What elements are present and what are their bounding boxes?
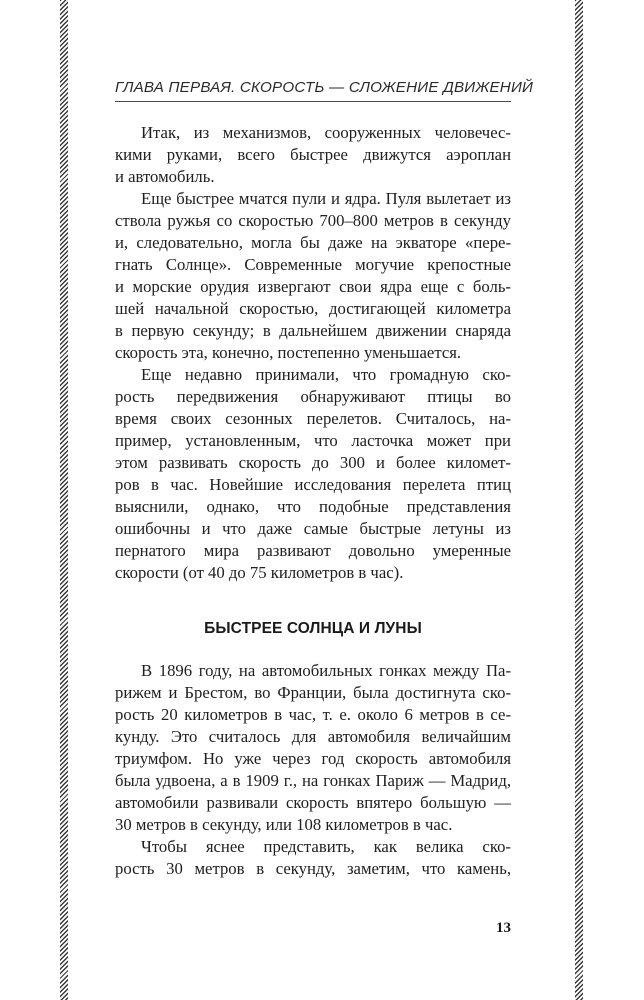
text-line: скорости (от 40 до 75 километров в час). (115, 563, 404, 582)
text-line: ствола ружья со скоростью 700–800 метров в секунду (115, 211, 511, 230)
text-line: Итак, из механизмов, сооруженных человечес- (141, 123, 511, 142)
text-line: скорость эта, конечно, постепенно уменьшается. (115, 343, 462, 362)
text-line: и автомобиль. (115, 167, 215, 186)
right-hatched-border (575, 0, 583, 1000)
text-line: ошибочны и что даже самые быстрые летуны из (115, 519, 511, 538)
text-line: рость передвижения обнаруживают птицы во (115, 387, 511, 406)
text-line: пернатого мира развивают довольно умеренные (115, 541, 511, 560)
text-line: автомобили развивали скорость впятеро большую — (115, 793, 511, 812)
header-rule (115, 101, 511, 102)
text-line: рижем и Брестом, во Франции, была достигнута ско- (115, 683, 511, 702)
text-line: пример, установленным, что ласточка может при (115, 431, 511, 450)
text-line: и морские орудия извергают свои ядра еще с боль- (115, 277, 511, 296)
text-line: гнать Солнце». Современные могучие крепостные (115, 255, 511, 274)
body-text-top (115, 122, 511, 584)
text-line: кунду. Это считалось для автомобиля величайшим (115, 727, 511, 746)
text-line: триумфом. Но уже через год скорость автомобиля (115, 749, 511, 768)
text-line: В 1896 году, на автомобильных гонках между Па- (141, 661, 511, 680)
text-line: и, следовательно, могла бы даже на экваторе «пере- (115, 233, 511, 252)
text-line: Чтобы яснее представить, как велика ско- (141, 837, 511, 856)
text-line: время своих сезонных перелетов. Считалось, на- (115, 409, 511, 428)
section-title: БЫСТРЕЕ СОЛНЦА И ЛУНЫ (204, 620, 422, 637)
left-hatched-border (60, 0, 68, 1000)
text-line: ров в час. Новейшие исследования перелета птиц (115, 475, 511, 494)
text-line: Еще быстрее мчатся пули и ядра. Пуля вылетает из (141, 189, 511, 208)
page-number: 13 (496, 920, 511, 936)
text-line: шей начальной скоростью, достигающей километра (115, 299, 511, 318)
text-line: кими руками, всего быстрее движутся аэроплан (115, 145, 511, 164)
text-line: выяснили, однако, что подобные представления (115, 497, 511, 516)
text-line: этом развивать скорость до 300 и более километ- (115, 453, 511, 472)
text-line: рость 20 километров в час, т. е. около 6 метров в се- (115, 705, 511, 724)
body-text-bottom (115, 660, 511, 880)
running-head: ГЛАВА ПЕРВАЯ. СКОРОСТЬ — СЛОЖЕНИЕ ДВИЖЕНИЙ (115, 79, 534, 96)
text-line: Еще недавно принимали, что громадную ско- (141, 365, 511, 384)
text-line: была удвоена, а в 1909 г., на гонках Париж — Мадрид, (115, 771, 511, 790)
text-line: рость 30 метров в секунду, заметим, что камень, (115, 859, 511, 878)
text-line: в первую секунду; в дальнейшем движении снаряда (115, 321, 511, 340)
text-line: 30 метров в секунду, или 108 километров в час. (115, 815, 453, 834)
